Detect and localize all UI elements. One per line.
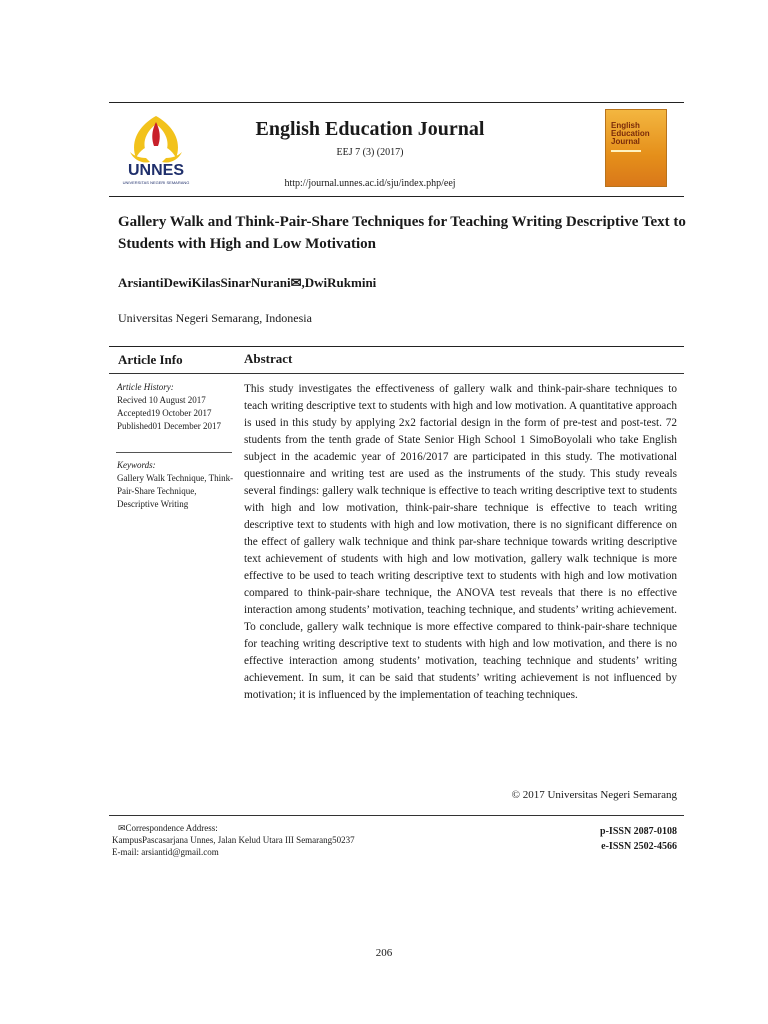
journal-cover-image xyxy=(605,109,667,187)
journal-url[interactable]: http://journal.unnes.ac.id/sju/index.php/eej xyxy=(284,178,456,189)
abstract-text: This study investigates the effectiveness of gallery walk and think-pair-share techniques to teach writing descriptive text to students with high and low motivation. A quantitative approach is used in this study by applying 2x2 factorial design in the form of pre-test and post-test. 72 students from the tenth grade of State Senior High School 1 SimoBoyolali who take English subject in the academic year of 2016/2017 are participated in this study. The motivational questionnaire and writing test are used as the instruments of the study. This study reveals several findings: gallery walk technique is effective to teach writing descriptive text to students with high and low motivation, think-pair-share technique is effective to teach writing descriptive text to students with high and low motivation, there is no significant difference on the effect of gallery walk technique and think par-share technique towards writing descriptive text achievement of students with high and low motivation, gallery walk technique is more effective to be used to teach writing descriptive text to students with high and low motivation compared to think-pair-share technique, the ANOVA test reveals that there is no effective interaction among students’ motivation, teaching technique, and students’ writing achievement. To conclude, gallery walk technique is more effective compared to think-pair-share technique for teaching writing descriptive text to students with high and low motivation, and there is no effective interaction among students’ motivation, teaching technique and students’ writing achievement. In sum, it can be said that students’ writing achievement is not influenced by motivation; it is influenced by the implementation of teaching techniques. xyxy=(244,383,677,701)
section-heading-rule xyxy=(109,373,684,374)
paper-authors: ArsiantiDewiKilasSinarNurani✉,DwiRukmini xyxy=(118,275,377,290)
page-number: 206 xyxy=(375,947,393,959)
article-history xyxy=(117,381,235,433)
logo-text: UNNES xyxy=(127,162,185,179)
cover-decoration xyxy=(611,150,641,152)
correspondence-block xyxy=(112,822,355,858)
keywords-block xyxy=(117,459,235,511)
history-accepted: Accepted19 October 2017 xyxy=(117,408,212,418)
article-info-heading: Article Info xyxy=(118,352,183,367)
history-published: Published01 December 2017 xyxy=(117,421,221,431)
article-info-divider xyxy=(116,452,232,453)
abstract-heading: Abstract xyxy=(244,351,293,366)
unnes-logo xyxy=(116,112,196,188)
logo-subtext: UNIVERSITAS NEGERI SEMARANG xyxy=(122,180,190,185)
header-top-rule xyxy=(109,102,684,103)
paper-title: Gallery Walk and Think-Pair-Share Techniques for Teaching Writing Descriptive Text to Students with High and Low Motivation xyxy=(118,214,686,252)
header-bottom-rule xyxy=(109,196,684,197)
cover-text: English Education Journal xyxy=(611,121,650,146)
correspondence-email[interactable]: E-mail: arsiantid@gmail.com xyxy=(112,847,219,857)
correspondence-label: ✉Correspondence Address: xyxy=(118,823,218,833)
journal-title: English Education Journal xyxy=(255,118,485,140)
issn-block xyxy=(540,824,677,854)
keywords-label: Keywords: xyxy=(117,460,156,470)
history-received: Recived 10 August 2017 xyxy=(117,395,206,405)
electronic-issn: e-ISSN 2502-4566 xyxy=(601,841,677,852)
journal-volume: EEJ 7 (3) (2017) xyxy=(336,147,404,158)
correspondence-address: KampusPascasarjana Unnes, Jalan Kelud Utara III Semarang50237 xyxy=(112,835,355,845)
keywords-list: Gallery Walk Technique, Think-Pair-Share Technique, Descriptive Writing xyxy=(117,473,234,509)
paper-affiliation: Universitas Negeri Semarang, Indonesia xyxy=(118,311,312,325)
logo-emblem-icon xyxy=(130,116,182,163)
history-label: Article History: xyxy=(117,382,174,392)
section-top-rule xyxy=(109,346,684,347)
print-issn: p-ISSN 2087-0108 xyxy=(600,826,677,837)
copyright-notice: © 2017 Universitas Negeri Semarang xyxy=(511,789,677,801)
footer-rule xyxy=(109,815,684,816)
